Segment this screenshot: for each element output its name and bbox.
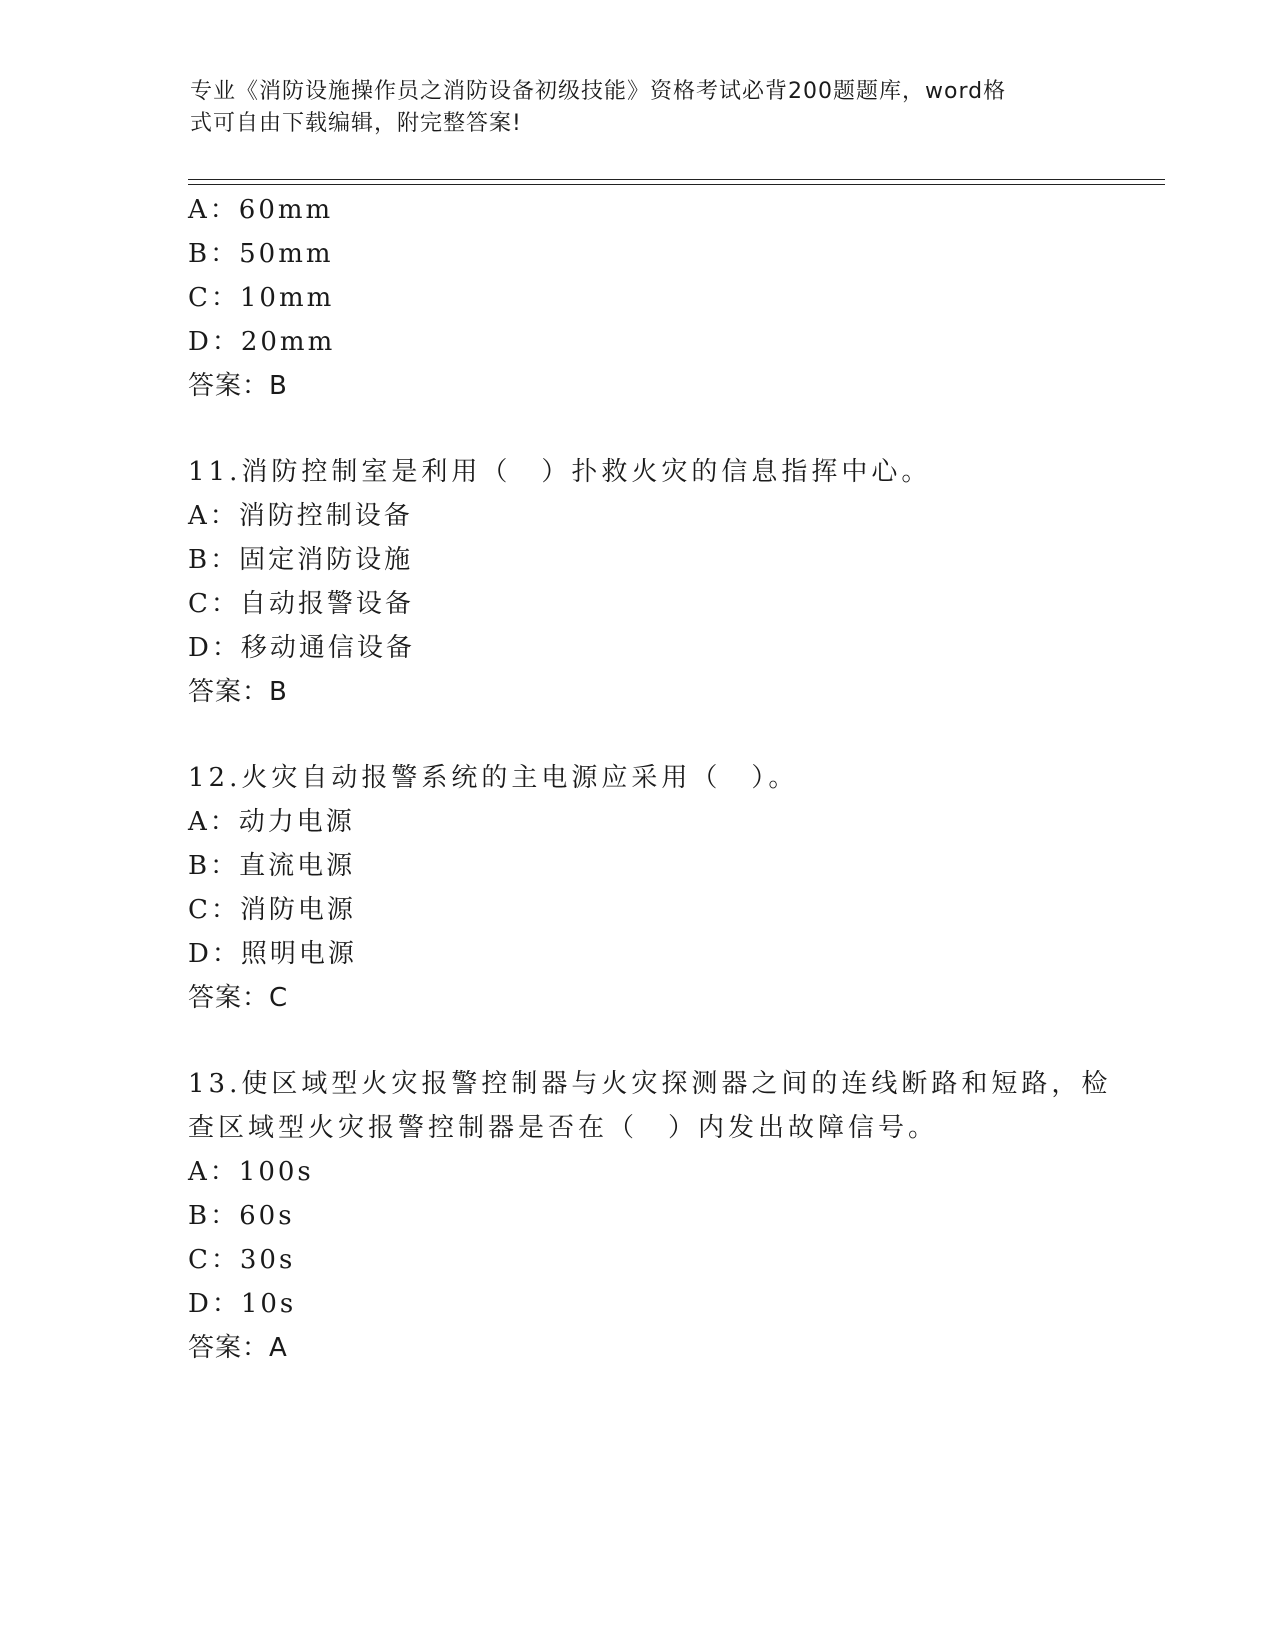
q11-option-c: C：自动报警设备: [188, 589, 414, 619]
q13-option-b: B：60s: [188, 1201, 295, 1231]
q12-answer: 答案：C: [188, 983, 289, 1013]
header-divider-top: [188, 179, 1165, 180]
q13-answer: 答案：A: [188, 1333, 288, 1363]
q11-question: 11.消防控制室是利用（ ）扑救火灾的信息指挥中心。: [188, 457, 932, 487]
q11-option-a: A：消防控制设备: [188, 501, 413, 531]
header-line-2: 式可自由下载编辑，附完整答案!: [190, 111, 522, 136]
q10-option-c: C：10mm: [188, 283, 335, 313]
q12-option-c: C：消防电源: [188, 895, 356, 925]
q13-question-line-1: 13.使区域型火灾报警控制器与火灾探测器之间的连线断路和短路，检: [188, 1069, 1112, 1099]
q13-option-c: C：30s: [188, 1245, 296, 1275]
q13-option-d: D：10s: [188, 1289, 297, 1319]
q11-answer: 答案：B: [188, 677, 288, 707]
q12-option-a: A：动力电源: [188, 807, 355, 837]
q12-question: 12.火灾自动报警系统的主电源应采用（ ）。: [188, 763, 799, 793]
q13-option-a: A：100s: [188, 1157, 314, 1187]
q10-answer: 答案：B: [188, 371, 288, 401]
q11-option-b: B：固定消防设施: [188, 545, 414, 575]
q10-option-d: D：20mm: [188, 327, 336, 357]
document-header: [190, 76, 1090, 140]
q11-option-d: D：移动通信设备: [188, 633, 415, 663]
q10-option-a: A：60mm: [188, 195, 334, 225]
header-divider-bottom: [188, 184, 1165, 185]
q10-option-b: B：50mm: [188, 239, 334, 269]
q12-option-d: D：照明电源: [188, 939, 357, 969]
q12-option-b: B：直流电源: [188, 851, 356, 881]
header-line-1: 专业《消防设施操作员之消防设备初级技能》资格考试必背200题题库，word格: [190, 79, 1007, 104]
q13-question-line-2: 查区域型火灾报警控制器是否在（ ）内发出故障信号。: [188, 1113, 939, 1143]
